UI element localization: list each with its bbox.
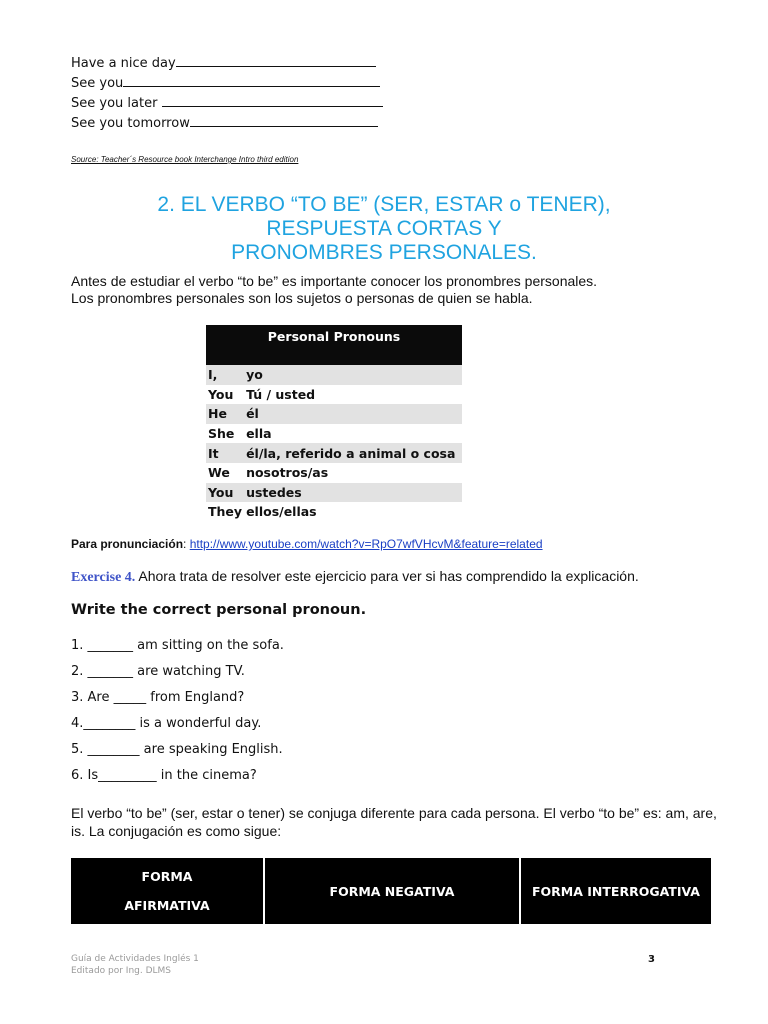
exercise-question: 5. ________ are speaking English. bbox=[71, 742, 283, 757]
exercise-question: 4.________ is a wonderful day. bbox=[71, 716, 262, 731]
exercise-question: 2. _______ are watching TV. bbox=[71, 664, 245, 679]
pronunciation-link[interactable]: http://www.youtube.com/watch?v=RpO7wfVHcvM&feature=related bbox=[189, 537, 543, 551]
table-row: We nosotros/as bbox=[208, 465, 329, 481]
exercise-intro: Exercise 4. Ahora trata de resolver este ejercicio para ver si has comprendido la explicación. bbox=[71, 568, 639, 585]
pronunciation-label: Para pronunciación bbox=[71, 537, 184, 551]
greeting-line: See you tomorrow bbox=[71, 114, 378, 134]
table-row: You Tú / usted bbox=[208, 386, 316, 402]
greeting-line: See you bbox=[71, 74, 380, 94]
exercise-question: 6. Is_________ in the cinema? bbox=[71, 768, 257, 783]
table-row: I, yo bbox=[206, 365, 462, 385]
conjugation-paragraph: El verbo “to be” (ser, estar o tener) se conjuga diferente para cada persona. El verbo “to be” es: am, are, is. La conjugación es como sigue: bbox=[71, 805, 717, 839]
section-heading: 2. EL VERBO “TO BE” (SER, ESTAR o TENER), RESPUESTA CORTAS Y PRONOMBRES PERSONALES. bbox=[157, 193, 611, 264]
forms-col-affirmative: FORMA AFIRMATIVA bbox=[71, 858, 264, 924]
page-footer: Guía de Actividades Inglés 1 Editado por Ing. DLMS bbox=[71, 954, 199, 976]
exercise-instruction: Write the correct personal pronoun. bbox=[71, 602, 367, 618]
intro-paragraph: Antes de estudiar el verbo “to be” es importante conocer los pronombres personales. Los pronombres personales son los sujetos o personas de quien se habla. bbox=[71, 273, 598, 306]
page-number: 3 bbox=[648, 954, 655, 965]
table-row: You ustedes bbox=[206, 483, 462, 503]
table-row: They ellos/ellas bbox=[208, 504, 317, 520]
fill-blank bbox=[162, 94, 383, 107]
greeting-line: Have a nice day bbox=[71, 54, 376, 74]
forms-col-interrogative: FORMA INTERROGATIVA bbox=[520, 858, 711, 924]
table-row: It él/la, referido a animal o cosa bbox=[206, 443, 462, 463]
exercise-question: 1. _______ am sitting on the sofa. bbox=[71, 638, 284, 653]
table-header: Personal Pronouns bbox=[206, 325, 462, 365]
table-row: She ella bbox=[208, 426, 272, 442]
fill-blank bbox=[123, 74, 380, 87]
greeting-line: See you later bbox=[71, 94, 383, 114]
fill-blank bbox=[190, 114, 378, 127]
pronunciation-line: Para pronunciación: http://www.youtube.com/watch?v=RpO7wfVHcvM&feature=related bbox=[71, 537, 543, 551]
forms-table bbox=[71, 858, 711, 924]
exercise-question: 3. Are _____ from England? bbox=[71, 690, 245, 705]
personal-pronouns-table bbox=[206, 325, 462, 522]
fill-blank bbox=[176, 54, 376, 67]
forms-col-negative: FORMA NEGATIVA bbox=[264, 858, 520, 924]
source-note: Source: Teacher´s Resource book Interchange Intro third edition bbox=[71, 155, 299, 164]
exercise-title: Exercise 4. bbox=[71, 570, 136, 585]
table-row: He él bbox=[206, 404, 462, 424]
